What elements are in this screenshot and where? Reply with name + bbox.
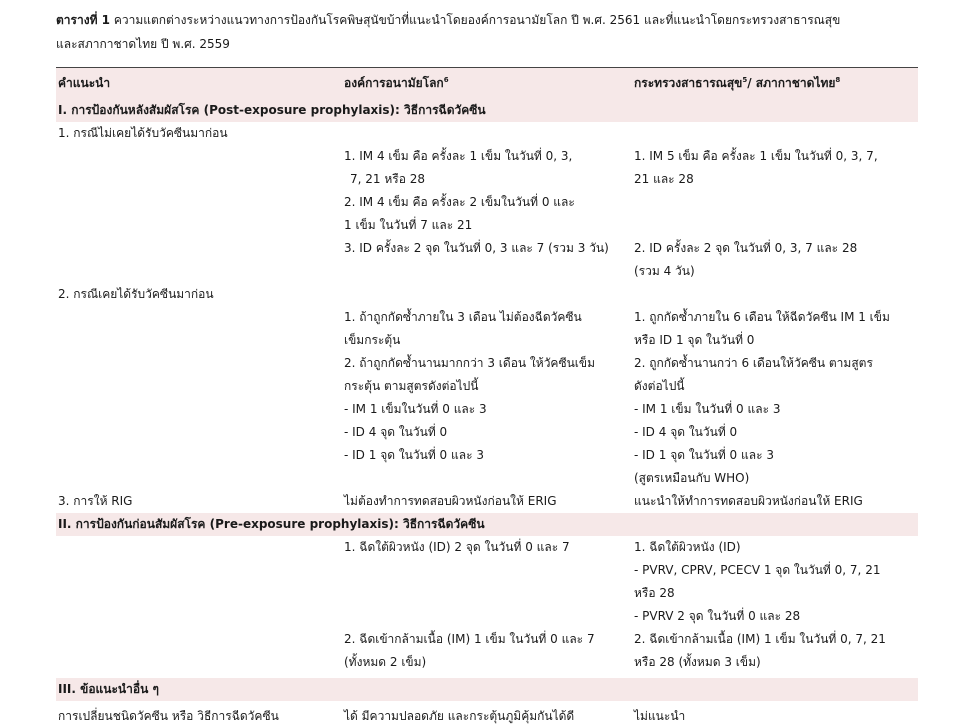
header-recommendation (58, 72, 110, 95)
who-im4-b-line1: 2. IM 4 เข็ม คือ ครั้งละ 2 เข็มในวันที่ 0 และ (344, 195, 575, 209)
who-rig: ไม่ต้องทำการทดสอบผิวหนังก่อนให้ ERIG (344, 494, 557, 508)
who-rebite-b-line1: 2. ถ้าถูกกัดซ้ำนานมากกว่า 3 เดือน ให้วัคซีนเข็ม (344, 356, 596, 370)
section-pre-exposure: II. การป้องกันก่อนสัมผัสโรค (Pre-exposure prophylaxis): วิธีการฉีดวัคซีน (56, 513, 918, 536)
moph-pre-id-b-line1: - PVRV, CPRV, PCECV 1 จุด ในวันที่ 0, 7, 21 (634, 563, 881, 577)
header-col2-ref: 6 (443, 76, 449, 84)
who-rebite-c: - IM 1 เข็มในวันที่ 0 และ 3 (344, 402, 487, 416)
caption-line-2: และสภากาชาดไทย ปี พ.ศ. 2559 (56, 37, 230, 51)
row-pre-exposure (56, 536, 918, 674)
row-switch-vaccine-label: การเปลี่ยนชนิดวัคซีน หรือ วิธีการฉีดวัคซีน (58, 709, 279, 723)
header-col3-text: กระทรวงสาธารณสุข (634, 76, 743, 90)
moph-rebite-b-line2: ดังต่อไปนี้ (634, 379, 685, 393)
moph-pre-im-line2: หรือ 28 (ทั้งหมด 3 เข็ม) (634, 655, 761, 669)
who-pre-im-line1: 2. ฉีดเข้ากล้ามเนื้อ (IM) 1 เข็ม ในวันที่ 0 และ 7 (344, 632, 595, 646)
header-col3-ref: 5 (742, 76, 748, 84)
table-caption (56, 8, 936, 56)
header-col2-text: องค์การอนามัยโลก (344, 76, 444, 90)
moph-switch-vaccine: ไม่แนะนำ (634, 709, 686, 723)
row-never-vaccinated (56, 145, 918, 283)
who-im4-a-line1: 1. IM 4 เข็ม คือ ครั้งละ 1 เข็ม ในวันที่ 0, 3, (344, 149, 573, 163)
who-switch-vaccine: ได้ มีความปลอดภัย และกระตุ้นภูมิคุ้มกันได้ดี (344, 709, 575, 723)
row-rig (56, 490, 918, 513)
moph-rebite-f: (สูตรเหมือนกับ WHO) (634, 471, 750, 485)
caption-text-1: ความแตกต่างระหว่างแนวทางการป้องกันโรคพิษสุนัขบ้าที่แนะนำโดยองค์การอนามัยโลก ปี พ.ศ. 2561 และที่แนะนำโดยกระทรวงสาธารณสุข (113, 13, 841, 27)
who-pre-im-line2: (ทั้งหมด 2 เข็ม) (344, 655, 427, 669)
row-rig-label: 3. การให้ RIG (58, 494, 133, 508)
moph-rebite-a-line2: หรือ ID 1 จุด ในวันที่ 0 (634, 333, 755, 347)
moph-rig: แนะนำให้ทำการทดสอบผิวหนังก่อนให้ ERIG (634, 494, 863, 508)
moph-id-line2: (รวม 4 วัน) (634, 264, 695, 278)
who-rebite-a-line1: 1. ถ้าถูกกัดซ้ำภายใน 3 เดือน ไม่ต้องฉีดวัคซีน (344, 310, 582, 324)
row-switch-vaccine (56, 705, 918, 728)
moph-rebite-a-line1: 1. ถูกกัดซ้ำภายใน 6 เดือน ให้ฉีดวัคซีน IM 1 เข็ม (634, 310, 890, 324)
section-post-exposure: I. การป้องกันหลังสัมผัสโรค (Post-exposure prophylaxis): วิธีการฉีดวัคซีน (56, 99, 918, 122)
caption-label: ตารางที่ 1 (56, 13, 111, 27)
section-other: III. ข้อแนะนำอื่น ๆ (56, 678, 918, 701)
who-id-c: 3. ID ครั้งละ 2 จุด ในวันที่ 0, 3 และ 7 (รวม 3 วัน) (344, 241, 609, 255)
header-col3-tail: / สภากาชาดไทย (747, 76, 836, 90)
row-never-vaccinated-label-row (56, 122, 918, 145)
moph-pre-id: 1. ฉีดใต้ผิวหนัง (ID) (634, 540, 741, 554)
header-col3-ref2: 8 (835, 76, 841, 84)
moph-im5-line2: 21 และ 28 (634, 172, 694, 186)
header-col1-text: คำแนะนำ (58, 76, 111, 90)
row-previously-vaccinated-label-row (56, 283, 918, 306)
caption-line-1 (56, 8, 936, 32)
moph-im5-line1: 1. IM 5 เข็ม คือ ครั้งละ 1 เข็ม ในวันที่ 0, 3, 7, (634, 149, 878, 163)
who-rebite-d: - ID 4 จุด ในวันที่ 0 (344, 425, 448, 439)
row-previously-vaccinated (56, 306, 918, 485)
header-moph (634, 72, 840, 95)
moph-rebite-e: - ID 1 จุด ในวันที่ 0 และ 3 (634, 448, 774, 462)
moph-rebite-c: - IM 1 เข็ม ในวันที่ 0 และ 3 (634, 402, 781, 416)
who-pre-id: 1. ฉีดใต้ผิวหนัง (ID) 2 จุด ในวันที่ 0 และ 7 (344, 540, 570, 554)
who-rebite-b-line2: กระตุ้น ตามสูตรดังต่อไปนี้ (344, 379, 479, 393)
moph-rebite-d: - ID 4 จุด ในวันที่ 0 (634, 425, 738, 439)
table-header (56, 67, 918, 99)
who-rebite-e: - ID 1 จุด ในวันที่ 0 และ 3 (344, 448, 484, 462)
moph-pre-id-b-line2: หรือ 28 (634, 586, 675, 600)
moph-pre-im-line1: 2. ฉีดเข้ากล้ามเนื้อ (IM) 1 เข็ม ในวันที่ 0, 7, 21 (634, 632, 886, 646)
moph-id-line1: 2. ID ครั้งละ 2 จุด ในวันที่ 0, 3, 7 และ 28 (634, 241, 858, 255)
moph-rebite-b-line1: 2. ถูกกัดซ้ำนานกว่า 6 เดือนให้วัคซีน ตามสูตร (634, 356, 873, 370)
who-im4-b-line2: 1 เข็ม ในวันที่ 7 และ 21 (344, 218, 473, 232)
moph-pre-id-c: - PVRV 2 จุด ในวันที่ 0 และ 28 (634, 609, 801, 623)
who-rebite-a-line2: เข็มกระตุ้น (344, 333, 401, 347)
who-im4-a-line2: 7, 21 หรือ 28 (350, 172, 425, 186)
header-who (344, 72, 449, 95)
comparison-table (56, 67, 918, 728)
row-never-vaccinated-label: 1. กรณีไม่เคยได้รับวัคซีนมาก่อน (58, 126, 228, 140)
row-previously-vaccinated-label: 2. กรณีเคยได้รับวัคซีนมาก่อน (58, 287, 214, 301)
